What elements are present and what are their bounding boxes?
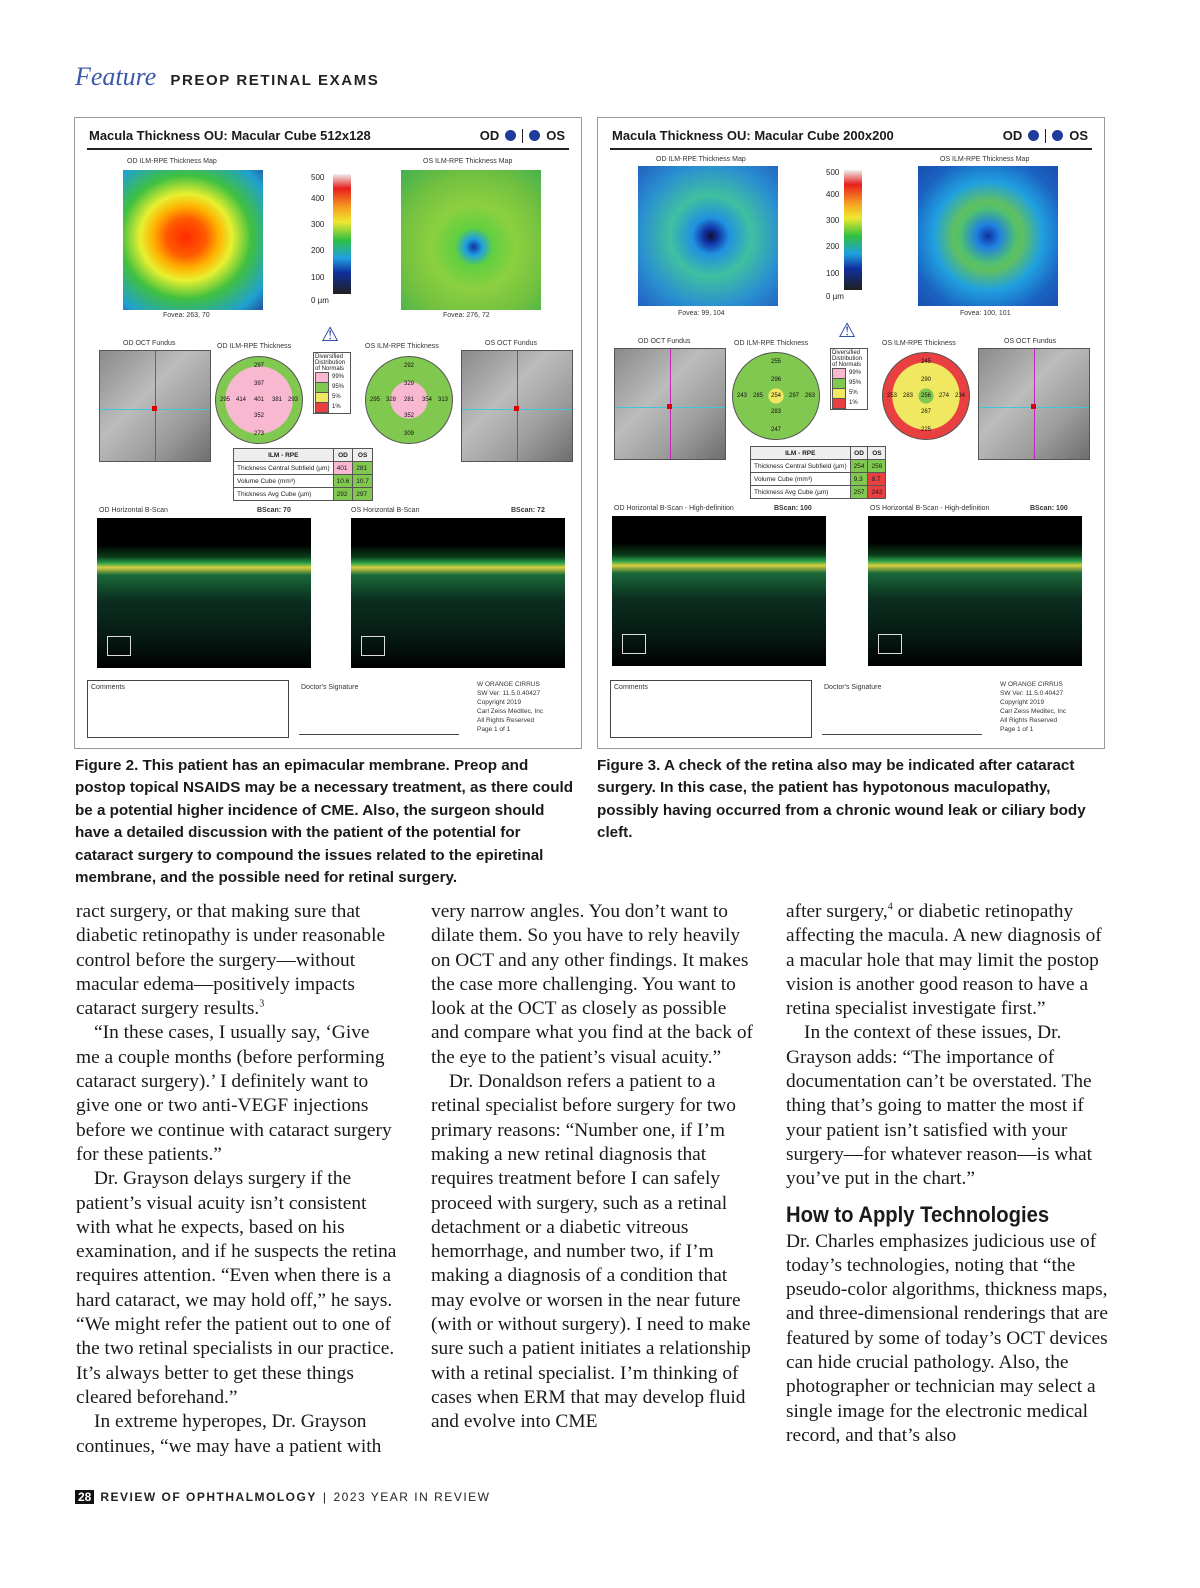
scale-tick: 400 — [826, 190, 840, 199]
scale-tick: 200 — [826, 242, 840, 251]
os-bscan-label: OS Horizontal B-Scan — [351, 507, 420, 514]
scale-tick: 100 — [311, 273, 325, 282]
paragraph-text: or diabetic retinopathy affecting the macula. A new diagnosis of a macular hole that may limit the postop vision is another good reason to have a retina specialist investigate first.” — [786, 901, 1102, 1020]
table-cell: Volume Cube (mm³) — [751, 473, 851, 486]
paragraph: Dr. Donaldson refers a patient to a retinal specialist before surgery for two primary reasons: “Number one, if I’m making a new retinal diagnosis that requires treatment before I can safely proceed with surgery, such as a retinal detachment or a diabetic vitreous hemorrhage, and number two, if I’m making a diagnosis of a condition that may evolve or worsen in the near future (with or without surgery). I need to make sure such a patient initiates a relationship with a retinal specialist. I’m thinking of cases when ERM that may develop fluid and evolve into CME — [431, 1071, 751, 1433]
od-fundus-label: OD OCT Fundus — [638, 338, 691, 345]
table-cell: Thickness Central Subfield (µm) — [751, 460, 851, 473]
od-bscan-label: OD Horizontal B-Scan — [99, 507, 168, 514]
legend-item: 5% — [332, 394, 341, 400]
od-dot-icon — [1028, 130, 1039, 141]
table-cell: 281 — [353, 462, 373, 475]
legend-title: Diversified Distribution of Normals — [315, 354, 346, 372]
od-thickness-label: OD ILM-RPE Thickness — [217, 343, 292, 350]
table-row — [234, 488, 373, 501]
os-etdrs-grid — [882, 352, 970, 440]
ilm-rpe-table — [233, 448, 373, 501]
os-map-label: OS ILM-RPE Thickness Map — [423, 158, 513, 165]
scale-tick: 500 — [826, 168, 840, 177]
table-cell: Thickness Central Subfield (µm) — [234, 462, 334, 475]
etdrs-value: 328 — [386, 397, 397, 403]
vendor-line: Page 1 of 1 — [1000, 726, 1034, 733]
etdrs-value: 309 — [404, 431, 415, 437]
etdrs-value: 414 — [236, 397, 247, 403]
thickness-color-scale — [844, 170, 862, 290]
scale-tick: 400 — [311, 194, 325, 203]
etdrs-value: 256 — [921, 393, 932, 399]
page-number: 28 — [75, 1490, 94, 1504]
etdrs-value: 281 — [404, 397, 415, 403]
normals-legend — [830, 348, 868, 410]
figure-3-oct-report — [597, 117, 1105, 749]
table-cell: 10.6 — [333, 475, 353, 488]
scale-tick: 500 — [311, 173, 325, 182]
od-fovea-coords: Fovea: 263, 70 — [163, 312, 210, 319]
os-fovea-coords: Fovea: 276, 72 — [443, 312, 490, 319]
etdrs-value: 274 — [939, 393, 950, 399]
etdrs-value: 354 — [422, 397, 433, 403]
os-oct-fundus-image — [461, 350, 573, 462]
table-cell: Thickness Avg Cube (µm) — [234, 488, 334, 501]
comments-label: Comments — [91, 684, 125, 691]
od-etdrs-grid — [215, 356, 303, 444]
etdrs-value: 293 — [288, 397, 299, 403]
vendor-line: Page 1 of 1 — [477, 726, 511, 733]
table-header: OD — [333, 449, 353, 462]
reference-number: 3 — [259, 998, 265, 1010]
paragraph-text: after surgery, — [786, 901, 888, 922]
od-bscan-number: BScan: 70 — [257, 507, 291, 514]
page-footer: 28 REVIEW OF OPHTHALMOLOGY | 2023 YEAR IN REVIEW — [75, 1488, 490, 1506]
warning-icon: ⚠ — [838, 318, 856, 342]
table-row — [751, 460, 886, 473]
od-bscan-image — [97, 518, 311, 668]
etdrs-value: 296 — [771, 377, 782, 383]
od-map-label: OD ILM-RPE Thickness Map — [656, 156, 746, 163]
os-thickness-map — [918, 166, 1058, 306]
table-cell: 242 — [868, 486, 886, 499]
paragraph: In extreme hyperopes, Dr. Grayson continues, “we may have a patient with — [76, 1411, 382, 1457]
od-oct-fundus-image — [99, 350, 211, 462]
table-header: OS — [353, 449, 373, 462]
os-bscan-label: OS Horizontal B-Scan - High-definition — [870, 505, 990, 512]
vendor-line: W ORANGE CIRRUS — [1000, 681, 1063, 688]
legend-item: 1% — [849, 400, 858, 406]
os-map-label: OS ILM-RPE Thickness Map — [940, 156, 1030, 163]
legend-title: Diversified Distribution of Normals — [832, 350, 863, 368]
table-header: ILM - RPE — [751, 447, 851, 460]
report-title: Macula Thickness OU: Macular Cube 200x200 — [612, 128, 894, 143]
table-cell: Thickness Avg Cube (µm) — [751, 486, 851, 499]
normals-legend — [313, 352, 351, 414]
etdrs-value: 285 — [753, 393, 764, 399]
os-thickness-label: OS ILM-RPE Thickness — [882, 340, 956, 347]
report-title: Macula Thickness OU: Macular Cube 512x128 — [89, 128, 371, 143]
od-map-label: OD ILM-RPE Thickness Map — [127, 158, 217, 165]
table-header: ILM - RPE — [234, 449, 334, 462]
report-title-bar — [87, 126, 569, 150]
od-bscan-label: OD Horizontal B-Scan - High-definition — [614, 505, 734, 512]
figure-3-caption: Figure 3. A check of the retina also may be indicated after cataract surgery. In this case, the patient has hypotonous maculopathy, possibly having occurred from a chronic wound leak or ciliary body cleft. — [597, 757, 1086, 842]
legend-item: 99% — [849, 370, 862, 376]
comments-box — [87, 680, 289, 738]
scale-tick: 300 — [826, 216, 840, 225]
vendor-info — [477, 680, 543, 734]
od-thickness-map — [123, 170, 263, 310]
od-label: OD — [479, 128, 500, 143]
vendor-line: All Rights Reserved — [1000, 717, 1058, 724]
os-dot-icon — [1052, 130, 1063, 141]
legend-item: 1% — [332, 404, 341, 410]
vendor-info — [1000, 680, 1066, 734]
paragraph: very narrow angles. You don’t want to dilate them. So you have to rely heavily on OCT and any other findings. It makes the case more challenging. You want to look at the OCT as closely as possible and compare what you find at the back of the eye to the patient’s visual acuity.” — [431, 901, 753, 1068]
etdrs-value: 401 — [254, 397, 265, 403]
comments-box — [610, 680, 812, 738]
od-fovea-coords: Fovea: 99, 104 — [678, 310, 725, 317]
paragraph-text: ract surgery, or that making sure that diabetic retinopathy is under reasonable control before the surgery—without macular edema—positively impacts cataract surgery results. — [76, 901, 386, 1020]
etdrs-value: 295 — [220, 397, 231, 403]
od-dot-icon — [505, 130, 516, 141]
etdrs-value: 273 — [254, 431, 265, 437]
feature-label: Feature — [75, 62, 157, 91]
table-cell: 10.7 — [353, 475, 373, 488]
legend-item: 99% — [332, 374, 345, 380]
etdrs-value: 292 — [404, 363, 415, 369]
os-label: OS — [546, 128, 565, 143]
etdrs-value: 245 — [921, 359, 932, 365]
paragraph — [786, 900, 1108, 1021]
publication-name: REVIEW OF OPHTHALMOLOGY — [100, 1490, 317, 1504]
vendor-line: Carl Zeiss Meditec, Inc — [1000, 708, 1067, 715]
etdrs-value: 283 — [903, 393, 914, 399]
etdrs-value: 329 — [404, 381, 415, 387]
scale-tick: 300 — [311, 220, 325, 229]
od-thickness-label: OD ILM-RPE Thickness — [734, 340, 809, 347]
od-bscan-image — [612, 516, 826, 666]
vendor-line: All Rights Reserved — [477, 717, 535, 724]
etdrs-value: 263 — [805, 393, 816, 399]
scale-tick: 0 µm — [826, 292, 844, 301]
table-row — [234, 462, 373, 475]
od-oct-fundus-image — [614, 348, 726, 460]
issue-name: 2023 YEAR IN REVIEW — [333, 1490, 491, 1504]
os-bscan-image — [351, 518, 565, 668]
od-etdrs-grid — [732, 352, 820, 440]
os-etdrs-grid — [365, 356, 453, 444]
signature-label: Doctor's Signature — [301, 684, 359, 691]
paragraph: In the context of these issues, Dr. Grayson adds: “The importance of documentation can’t be overstated. The thing that’s going to matter the most if your patient isn’t satisfied with your surgery—for whatever reason—is what you’ve put in the chart.” — [786, 1022, 1093, 1190]
etdrs-value: 283 — [771, 409, 782, 415]
reference-number: 4 — [887, 901, 893, 913]
report-footer — [610, 680, 1092, 740]
os-fovea-coords: Fovea: 100, 101 — [960, 310, 1011, 317]
figure-2-oct-report — [74, 117, 582, 749]
vendor-line: Carl Zeiss Meditec, Inc — [477, 708, 544, 715]
figure-2-caption: Figure 2. This patient has an epimacular membrane. Preop and postop topical NSAIDS may be a necessary treatment, as there could be a potential higher incidence of CME. Also, the surgeon should have a detailed discussion with the patient of the potential for cataract surgery to compound the issues related to the epiretinal membrane, and the possible need for retinal surgery. — [75, 757, 573, 887]
thickness-color-scale — [333, 174, 351, 294]
etdrs-value: 255 — [771, 359, 782, 365]
legend-item: 95% — [332, 384, 345, 390]
table-cell: 292 — [333, 488, 353, 501]
os-thickness-map — [401, 170, 541, 310]
subheading: How to Apply Technologies — [786, 1201, 1050, 1227]
etdrs-value: 352 — [404, 413, 415, 419]
etdrs-value: 381 — [272, 397, 283, 403]
etdrs-value: 297 — [254, 363, 265, 369]
vendor-line: W ORANGE CIRRUS — [477, 681, 540, 688]
signature-label: Doctor's Signature — [824, 684, 882, 691]
paragraph — [76, 900, 398, 1021]
etdrs-value: 234 — [955, 393, 966, 399]
etdrs-value: 225 — [921, 427, 932, 433]
vendor-line: Copyright 2019 — [1000, 699, 1045, 706]
warning-icon: ⚠ — [321, 322, 339, 346]
os-fundus-label: OS OCT Fundus — [1004, 338, 1057, 345]
os-label: OS — [1069, 128, 1088, 143]
table-cell: 401 — [333, 462, 353, 475]
table-cell: 297 — [353, 488, 373, 501]
paragraph: Dr. Grayson delays surgery if the patient’s visual acuity isn’t consistent with what he expects, based on his examination, and if he suspects the retina requires attention. “Even when there is a hard cataract, we may hold off,” he says. “We might refer the patient out to one of the two retinal specialists in our practice. It’s always better to get these things cleared beforehand.” — [76, 1168, 397, 1408]
report-footer — [87, 680, 569, 740]
etdrs-value: 243 — [737, 393, 748, 399]
os-oct-fundus-image — [978, 348, 1090, 460]
etdrs-value: 352 — [254, 413, 265, 419]
os-dot-icon — [529, 130, 540, 141]
etdrs-value: 397 — [254, 381, 265, 387]
os-bscan-number: BScan: 72 — [511, 507, 545, 514]
table-cell: 8.7 — [868, 473, 886, 486]
table-row — [234, 475, 373, 488]
od-bscan-number: BScan: 100 — [774, 505, 812, 512]
vendor-line: SW Ver: 11.5.0.40427 — [477, 690, 541, 697]
table-cell: 9.3 — [850, 473, 868, 486]
legend-item: 95% — [849, 380, 862, 386]
table-cell: 257 — [850, 486, 868, 499]
etdrs-value: 313 — [438, 397, 449, 403]
etdrs-value: 297 — [789, 393, 800, 399]
section-title: PREOP RETINAL EXAMS — [170, 72, 380, 89]
etdrs-value: 290 — [921, 377, 932, 383]
article-column-2 — [431, 900, 753, 1435]
ilm-rpe-table — [750, 446, 886, 499]
report-title-bar — [610, 126, 1092, 150]
etdrs-value: 295 — [370, 397, 381, 403]
os-bscan-image — [868, 516, 1082, 666]
od-thickness-map — [638, 166, 778, 306]
os-fundus-label: OS OCT Fundus — [485, 340, 538, 347]
etdrs-value: 254 — [771, 393, 782, 399]
os-bscan-number: BScan: 100 — [1030, 505, 1068, 512]
etdrs-value: 253 — [887, 393, 898, 399]
etdrs-value: 247 — [771, 427, 782, 433]
scale-tick: 100 — [826, 269, 840, 278]
comments-label: Comments — [614, 684, 648, 691]
table-row — [751, 486, 886, 499]
table-header: OD — [850, 447, 868, 460]
vendor-line: Copyright 2019 — [477, 699, 522, 706]
paragraph: “In these cases, I usually say, ‘Give me a couple months (before performing cataract surgery).’ I definitely want to give one or two anti-VEGF injections before we continue with cataract surgery for these patients.” — [76, 1022, 392, 1165]
table-cell: 254 — [850, 460, 868, 473]
od-fundus-label: OD OCT Fundus — [123, 340, 176, 347]
table-header: OS — [868, 447, 886, 460]
article-column-1 — [76, 900, 398, 1459]
os-thickness-label: OS ILM-RPE Thickness — [365, 343, 439, 350]
od-label: OD — [1002, 128, 1023, 143]
table-cell: 256 — [868, 460, 886, 473]
scale-tick: 200 — [311, 246, 325, 255]
paragraph: Dr. Charles emphasizes judicious use of today’s technologies, noting that “the pseudo-color algorithms, thickness maps, and three-dimensional renderings that are featured by some of today’s OCT devices can hide crucial pathology. Also, the photographer or technician may select a single image for the electronic medical record, and that’s also — [786, 1230, 1108, 1446]
table-cell: Volume Cube (mm³) — [234, 475, 334, 488]
legend-item: 5% — [849, 390, 858, 396]
table-row — [751, 473, 886, 486]
page-header — [75, 62, 379, 96]
article-column-3 — [786, 900, 1108, 1448]
scale-tick: 0 µm — [311, 296, 329, 305]
vendor-line: SW Ver: 11.5.0.40427 — [1000, 690, 1064, 697]
etdrs-value: 267 — [921, 409, 932, 415]
